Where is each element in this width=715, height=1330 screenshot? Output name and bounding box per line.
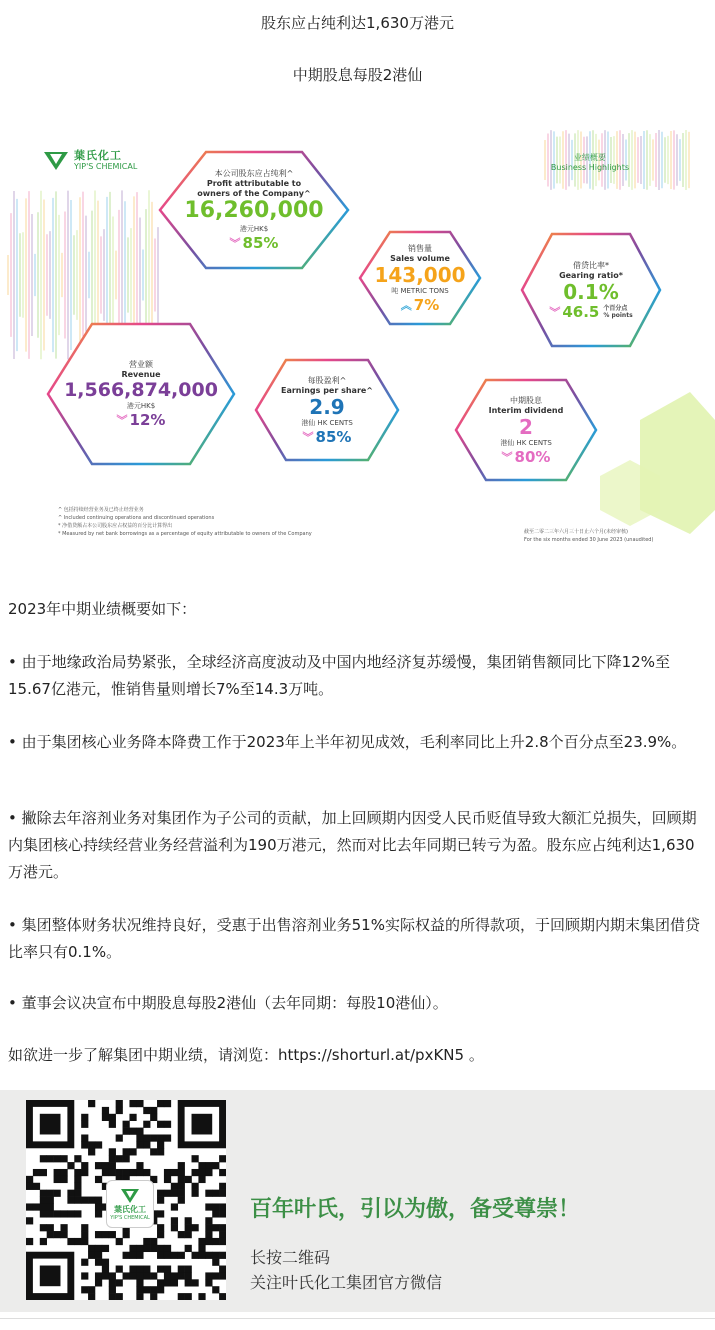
eps-hexagon — [256, 360, 398, 460]
logo-cn-text: 葉氏化工 — [74, 149, 122, 162]
gearing-label-cn: 借贷比率* — [573, 260, 609, 270]
summary-bullet-gearing: • 集团整体财务状况维持良好，受惠于出售溶剂业务51%实际权益的所得款项，于回顾期内期末集团借贷比率只有0.1%。 — [8, 916, 700, 961]
profit-unit: 港元HK$ — [239, 224, 269, 233]
decrease-chevron-icon: ︾ — [302, 430, 312, 444]
gearing-unit-en: % points — [603, 311, 633, 319]
profit-change: 85% — [242, 233, 279, 252]
sales-unit: 吨 METRIC TONS — [391, 286, 449, 295]
eps-unit: 港仙 HK CENTS — [301, 418, 353, 427]
headline-dividend: 中期股息每股2港仙 — [292, 66, 423, 84]
sales-volume-hexagon — [360, 232, 480, 324]
dividend-label-en: Interim dividend — [488, 405, 564, 415]
gearing-ratio-hexagon — [522, 234, 660, 346]
eps-label-en: Earnings per share^ — [280, 385, 374, 395]
reporting-period — [524, 528, 653, 544]
summary-bullet-profit: • 撇除去年溶剂业务对集团作为子公司的贡献，加上回顾期内因受人民币贬值导致大额汇兑损失，回顾期内集团核心持续经营业务经营溢利为190万港元，然而对比去年同期已转亏为盈。股东应占纯利达1,630万港元。 — [8, 809, 697, 881]
highlights-cn: 业绩概要 — [573, 153, 606, 162]
footnote: ^ 包括持续经营业务及已终止经营业务 — [58, 507, 144, 513]
profit-label-en2: owners of the Company^ — [197, 189, 311, 199]
sales-label-cn: 销售量 — [408, 243, 432, 253]
logo-en-text: YIP'S CHEMICAL — [74, 162, 138, 171]
sales-label-en: Sales volume — [390, 253, 450, 263]
yips-chemical-logo — [44, 150, 137, 172]
decrease-chevron-icon: ︾ — [229, 236, 239, 250]
summary-bullet-dividend: • 董事会议决宣布中期股息每股2港仙（去年同期：每股10港仙）。 — [8, 994, 448, 1012]
eps-change: 85% — [315, 427, 352, 446]
profit-label-cn: 本公司股东应占纯利^ — [214, 169, 294, 179]
dividend-change: 80% — [514, 447, 551, 466]
revenue-unit: 港元HK$ — [126, 401, 156, 410]
gearing-unit-cn: 个百分点 — [603, 304, 628, 312]
qr-center-logo — [106, 1180, 154, 1228]
sales-change: 7% — [413, 295, 440, 314]
infographic-footnotes — [58, 506, 312, 538]
eps-label-cn: 每股盈利^ — [307, 375, 347, 385]
dividend-label-cn: 中期股息 — [510, 395, 542, 405]
wechat-qr-code[interactable] — [26, 1100, 226, 1300]
gearing-change: 46.5 — [562, 302, 600, 321]
gearing-value: 0.1% — [563, 279, 619, 304]
brand-slogan: 百年叶氏，引以为傲，备受尊崇！ — [250, 1196, 581, 1222]
period-en: For the six months ended 30 June 2023 (unaudited) — [524, 537, 654, 543]
decrease-chevron-icon: ︾ — [501, 450, 511, 464]
revenue-hexagon — [48, 324, 234, 464]
gearing-label-en: Gearing ratio* — [559, 270, 623, 280]
profit-value: 16,260,000 — [184, 198, 324, 224]
summary-bullet-margin: • 由于集团核心业务降本降费工作于2023年上半年初见成效，毛利率同比上升2.8个百分点至23.9%。 — [8, 733, 687, 751]
period-cn: 截至二零二三年六月三十日止六个月(未经审核) — [524, 529, 628, 535]
follow-instruction: 关注叶氏化工集团官方微信 — [250, 1273, 443, 1292]
more-info-link-text[interactable]: 如欲进一步了解集团中期业绩，请浏览：https://shorturl.at/pxKN5 。 — [8, 1046, 484, 1064]
business-highlights-label — [551, 152, 629, 172]
headline-profit: 股东应占纯利达1,630万港元 — [261, 14, 454, 32]
profit-hexagon — [160, 152, 348, 268]
revenue-value: 1,566,874,000 — [64, 379, 218, 402]
revenue-change: 12% — [129, 410, 166, 429]
leaf-logo-icon — [44, 150, 68, 172]
highlights-en: Business Highlights — [550, 163, 629, 172]
footnote: ^ Included continuing operations and discontinued operations — [58, 515, 215, 521]
dividend-value: 2 — [519, 414, 533, 439]
leaf-logo-icon — [121, 1188, 139, 1204]
decrease-chevron-icon: ︾ — [116, 413, 126, 427]
increase-chevron-icon: ︽ — [400, 298, 410, 312]
profit-label-en1: Profit attributable to — [206, 179, 302, 189]
dividend-unit: 港仙 HK CENTS — [500, 438, 552, 447]
qr-logo-en: YIP'S CHEMICAL — [110, 1214, 150, 1221]
business-highlights-infographic — [0, 130, 715, 550]
bottom-divider — [0, 1318, 715, 1319]
footnote: * Measured by net bank borrowings as a percentage of equity attributable to owners of the Company — [58, 531, 312, 537]
qr-instruction: 长按二维码 — [250, 1248, 331, 1267]
qr-logo-cn: 葉氏化工 — [114, 1204, 146, 1214]
interim-dividend-hexagon — [456, 380, 596, 480]
revenue-label-en: Revenue — [121, 370, 161, 380]
revenue-label-cn: 营业额 — [129, 360, 153, 370]
summary-bullet-revenue: • 由于地缘政治局势紧张，全球经济高度波动及中国内地经济复苏缓慢，集团销售额同比下降12%至15.67亿港元，惟销售量则增长7%至14.3万吨。 — [8, 653, 670, 698]
sales-value: 143,000 — [374, 262, 466, 287]
summary-intro: 2023年中期业绩概要如下： — [8, 600, 197, 618]
footnote: * 净借贷额占本公司股东应占权益的百分比计算得出 — [58, 523, 173, 529]
eps-value: 2.9 — [309, 394, 345, 419]
decrease-chevron-icon: ︾ — [549, 305, 559, 319]
